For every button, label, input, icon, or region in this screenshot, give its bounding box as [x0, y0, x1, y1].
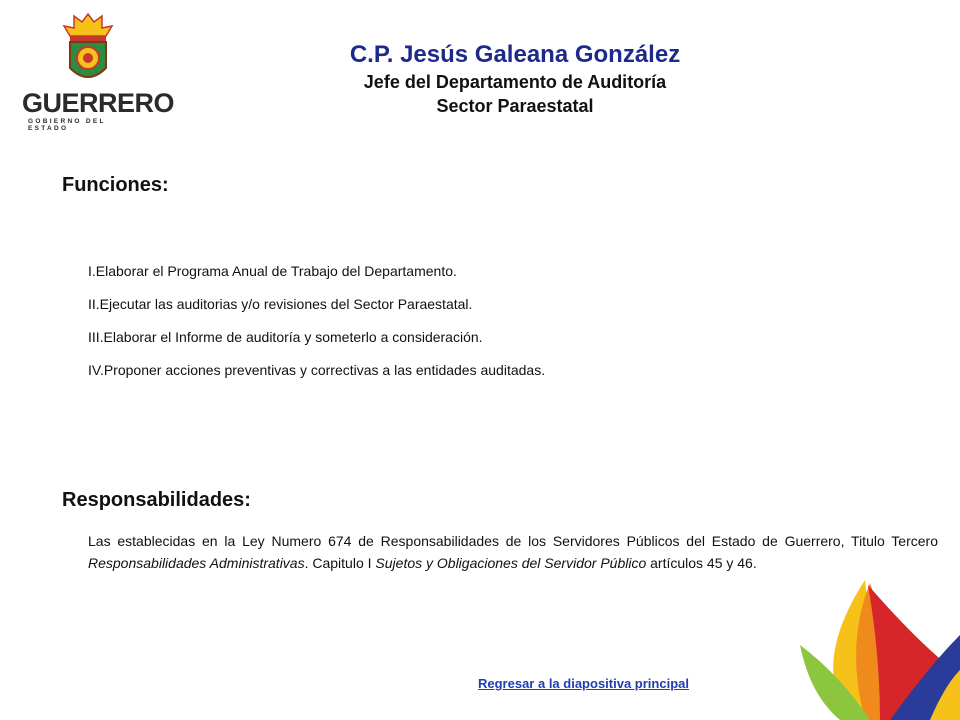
responsibilities-title-italic: Responsabilidades Administrativas	[88, 555, 305, 571]
guerrero-logo	[22, 12, 175, 132]
official-name: C.P. Jesús Galeana González	[349, 41, 681, 68]
functions-title: Funciones:	[62, 174, 169, 196]
function-item: I.Elaborar el Programa Anual de Trabajo del Departamento.	[88, 263, 457, 279]
state-shield-icon	[62, 12, 114, 88]
responsibilities-text-part: artículos 45 y 46.	[646, 555, 757, 571]
responsibilities-text-part: Las establecidas en la Ley Numero 674 de Responsabilidades de los Servidores Públicos del Estado de Guerrero, Titulo Tercero	[88, 533, 938, 549]
logo-wordmark: GUERRERO	[22, 88, 175, 118]
official-role: Jefe del Departamento de Auditoría	[363, 72, 667, 92]
page-header	[200, 40, 830, 118]
responsibilities-chapter-italic: Sujetos y Obligaciones del Servidor Público	[375, 555, 647, 571]
responsibilities-text-part: . Capitulo I	[304, 555, 376, 571]
functions-list	[88, 262, 708, 394]
official-sector: Sector Paraestatal	[436, 96, 594, 116]
function-item: III.Elaborar el Informe de auditoría y someterlo a consideración.	[88, 329, 483, 345]
responsibilities-title: Responsabilidades:	[62, 489, 251, 511]
responsibilities-text	[88, 530, 938, 574]
back-to-main-slide-link[interactable]: Regresar a la diapositiva principal	[478, 676, 689, 691]
function-item: IV.Proponer acciones preventivas y correctivas a las entidades auditadas.	[88, 362, 546, 378]
logo-subtitle: GOBIERNO DEL ESTADO	[28, 118, 106, 132]
function-item: II.Ejecutar las auditorias y/o revisiones del Sector Paraestatal.	[88, 296, 473, 312]
decorative-flower-graphic	[770, 575, 960, 720]
